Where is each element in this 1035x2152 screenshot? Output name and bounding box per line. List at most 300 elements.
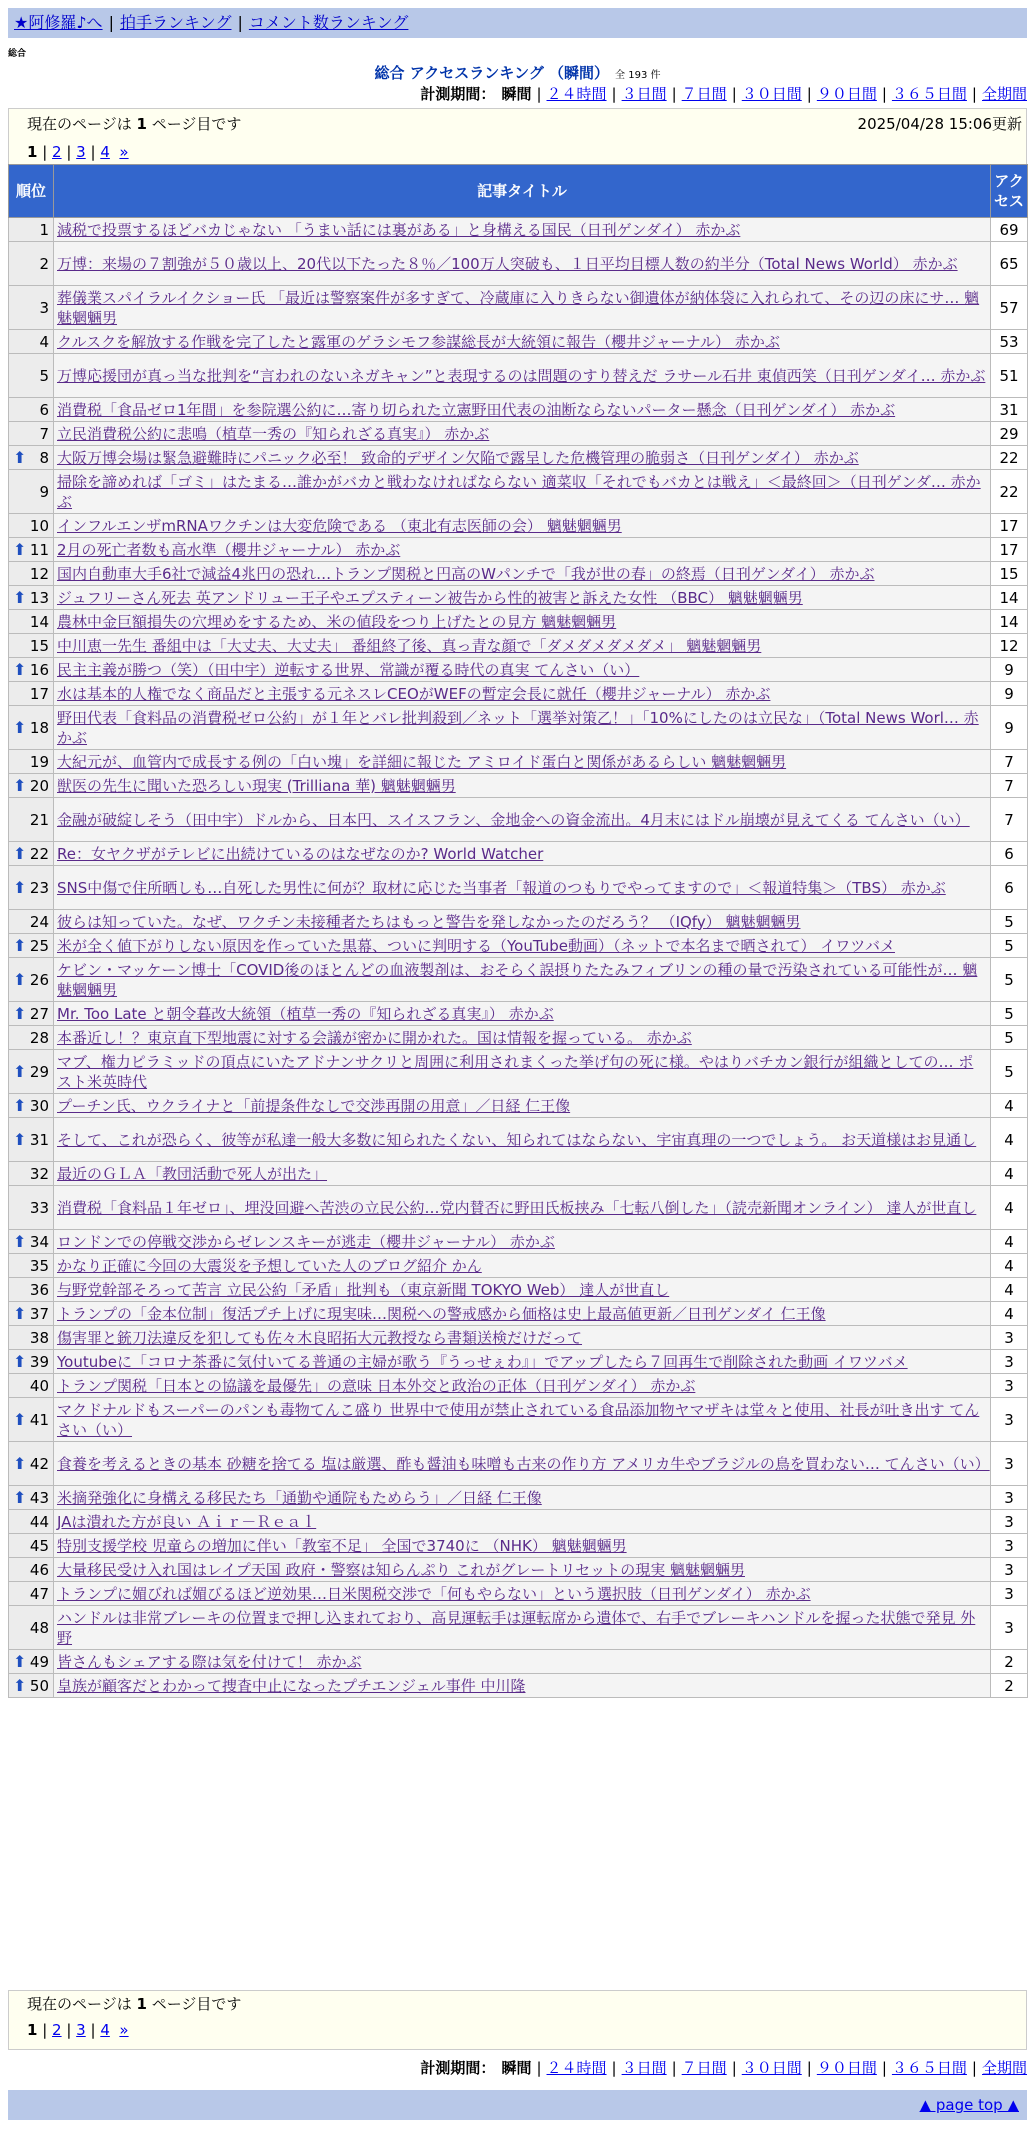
article-link[interactable]: クルスクを解放する作戦を完了したと露軍のゲラシモフ参謀総長が大統領に報告（櫻井ジャーナル） 赤かぶ: [57, 332, 780, 351]
title-cell: [54, 682, 991, 706]
article-link[interactable]: 最近のＧＬＡ「教団活動で死人が出た」: [57, 1164, 328, 1183]
ranking-table: [8, 164, 1028, 1698]
article-link[interactable]: 米摘発強化に身構える移民たち「通勤や通院もためらう」／日経 仁王像: [57, 1488, 542, 1507]
table-row: [9, 1558, 1028, 1582]
title-cell: [54, 866, 991, 910]
article-link[interactable]: かなり正確に今回の大震災を予想していた人のブログ紹介 かん: [57, 1256, 482, 1275]
rank-cell: [9, 286, 54, 330]
rank-number: 9: [39, 482, 49, 501]
page-1-current: 1: [27, 143, 38, 161]
article-link[interactable]: 立民消費税公約に悲鳴（植草一秀の『知られざる真実』） 赤かぶ: [57, 424, 490, 443]
footer-bar: [8, 2090, 1027, 2120]
access-count: 3: [991, 1486, 1028, 1510]
period-90d-link[interactable]: ９０日間: [816, 2059, 877, 2077]
rank-cell: [9, 538, 54, 562]
up-arrow-icon: ⬆: [13, 1061, 27, 1081]
rank-cell: [9, 1582, 54, 1606]
access-count: 4: [991, 1162, 1028, 1186]
access-count: 9: [991, 682, 1028, 706]
updated-time: 2025/04/28 15:06更新: [857, 115, 1022, 133]
title-cell: [54, 798, 991, 842]
article-link[interactable]: 万博：来場の７割強が５０歳以上、20代以下たった８％／100万人突破も、１日平均目標人数の約半分（Total News World） 赤かぶ: [57, 254, 958, 273]
title-cell: [54, 1582, 991, 1606]
rank-number: 6: [39, 400, 49, 419]
table-row: [9, 1486, 1028, 1510]
rank-number: 22: [29, 844, 49, 863]
rank-number: 37: [29, 1304, 49, 1323]
table-row: [9, 1650, 1028, 1674]
rank-cell: [9, 1302, 54, 1326]
period-all-link[interactable]: 全期間: [981, 2059, 1027, 2077]
rank-cell: [9, 1442, 54, 1486]
title-cell: [54, 330, 991, 354]
table-row: [9, 706, 1028, 750]
title-cell: [54, 1050, 991, 1094]
title-cell: [54, 1254, 991, 1278]
article-link[interactable]: 消費税「食品ゼロ1年間」を参院選公約に…寄り切られた立憲野田代表の油断ならないパーター懸念（日刊ゲンダイ） 赤かぶ: [57, 400, 896, 419]
access-count: 2: [991, 1674, 1028, 1698]
table-row: [9, 798, 1028, 842]
title-cell: [54, 610, 991, 634]
table-row: [9, 1186, 1028, 1230]
article-link[interactable]: 与野党幹部そろって苦言 立民公約「矛盾」批判も（東京新聞 TOKYO Web） 達人が世直し: [57, 1280, 670, 1299]
rank-cell: [9, 422, 54, 446]
rank-number: 3: [39, 298, 49, 317]
rank-number: 46: [29, 1560, 49, 1579]
title-header: 記事タイトル: [54, 165, 991, 218]
up-arrow-icon: ⬆: [13, 1409, 27, 1429]
access-count: 5: [991, 1026, 1028, 1050]
table-row: [9, 934, 1028, 958]
article-link[interactable]: そして、これが恐らく、彼等が私達一般大多数に知られたくない、知られてはならない、宇宙真理の一つでしょう。 お天道様はお見通し: [57, 1130, 977, 1149]
title-cell: [54, 658, 991, 682]
access-count: 5: [991, 934, 1028, 958]
up-arrow-icon: ⬆: [13, 587, 27, 607]
rank-number: 27: [29, 1004, 49, 1023]
table-row: [9, 1162, 1028, 1186]
rank-number: 10: [29, 516, 49, 535]
access-count: 7: [991, 750, 1028, 774]
article-link[interactable]: 消費税「食料品１年ゼロ」、埋没回避へ苦渋の立民公約…党内賛否に野田氏板挟み「七転八倒した」（読売新聞オンライン） 達人が世直し: [57, 1198, 977, 1217]
rank-cell: [9, 682, 54, 706]
access-count: 17: [991, 514, 1028, 538]
article-link[interactable]: 大紀元が、血管内で成長する例の「白い塊」を詳細に報じた アミロイド蛋白と関係があるらしい 魑魅魍魎男: [57, 752, 787, 771]
title-cell: [54, 1230, 991, 1254]
page-2-link[interactable]: 2: [52, 2021, 62, 2039]
title-cell: [54, 1486, 991, 1510]
title-cell: [54, 1118, 991, 1162]
table-row: [9, 1094, 1028, 1118]
table-row: [9, 682, 1028, 706]
rank-number: 28: [29, 1028, 49, 1047]
rank-number: 33: [29, 1198, 49, 1217]
title-cell: [54, 1510, 991, 1534]
rank-cell: [9, 610, 54, 634]
article-link[interactable]: 中川恵一先生 番組中は「大丈夫、大丈夫」 番組終了後、真っ青な顔で「ダメダメダメダメ」 魑魅魍魎男: [57, 636, 762, 655]
access-count: 3: [991, 1582, 1028, 1606]
up-arrow-icon: ⬆: [13, 877, 27, 897]
article-link[interactable]: 野田代表「食料品の消費税ゼロ公約」が１年とバレ批判殺到／ネット「選挙対策乙！」「10%にしたのは立民な」（Total News Worl… 赤かぶ: [57, 708, 979, 747]
title-cell: [54, 242, 991, 286]
table-row: [9, 958, 1028, 1002]
rank-cell: [9, 1118, 54, 1162]
rank-cell: [9, 1650, 54, 1674]
title-cell: [54, 1674, 991, 1698]
rank-cell: [9, 750, 54, 774]
article-link[interactable]: 国内自動車大手6社で減益4兆円の恐れ…トランプ関税と円高のWパンチで「我が世の春」の終焉（日刊ゲンダイ） 赤かぶ: [57, 564, 875, 583]
access-count: 4: [991, 1118, 1028, 1162]
rank-number: 35: [29, 1256, 49, 1275]
up-arrow-icon: ⬆: [13, 1453, 27, 1473]
article-link[interactable]: ケビン・マッケーン博士「COVID後のほとんどの血液製剤は、おそらく誤摂りたたみフィブリンの種の量で汚染されている可能性が… 魑魅魍魎男: [57, 960, 978, 999]
current-page-text: 現在のページは 1 ページ目です: [27, 1995, 242, 2013]
access-count: 14: [991, 610, 1028, 634]
access-count: 3: [991, 1558, 1028, 1582]
rank-number: 18: [29, 718, 49, 737]
rank-cell: [9, 1162, 54, 1186]
period-30d-link[interactable]: ３０日間: [741, 2059, 802, 2077]
rank-cell: [9, 1254, 54, 1278]
up-arrow-icon: ⬆: [13, 775, 27, 795]
top-nav-bar: [8, 8, 1027, 38]
up-arrow-icon: ⬆: [13, 969, 27, 989]
article-link[interactable]: SNS中傷で住所晒しも…自死した男性に何が？取材に応じた当事者「報道のつもりでやってますので」＜報道特集＞（TBS） 赤かぶ: [57, 878, 946, 897]
table-row: [9, 1326, 1028, 1350]
access-count: 3: [991, 1398, 1028, 1442]
rank-number: 8: [39, 448, 49, 467]
table-row: [9, 1674, 1028, 1698]
up-arrow-icon: ⬆: [13, 447, 27, 467]
period-all-link[interactable]: 全期間: [981, 85, 1027, 103]
access-count: 22: [991, 446, 1028, 470]
period-7d-link[interactable]: ７日間: [681, 2059, 727, 2077]
rank-number: 5: [39, 366, 49, 385]
article-link[interactable]: 皆さんもシェアする際は気を付けて！ 赤かぶ: [57, 1652, 362, 1671]
article-link[interactable]: 米が全く値下がりしない原因を作っていた黒幕、ついに判明する（YouTube動画）（ネットで本名まで晒されて） イワツバメ: [57, 936, 895, 955]
table-row: [9, 422, 1028, 446]
title-cell: [54, 1442, 991, 1486]
access-count: 5: [991, 1002, 1028, 1026]
rank-number: 4: [39, 332, 49, 351]
page-3-link[interactable]: 3: [76, 143, 86, 161]
article-link[interactable]: 民主主義が勝つ（笑）（田中宇）逆転する世界、常識が覆る時代の真実 てんさい（い）: [57, 660, 640, 679]
title-cell: [54, 1326, 991, 1350]
table-row: [9, 866, 1028, 910]
article-link[interactable]: ハンドルは非常ブレーキの位置まで押し込まれており、高見運転手は運転席から遺体で、右手でブレーキハンドルを握った状態で発見 外野: [57, 1608, 976, 1647]
period-24h-link[interactable]: ２４時間: [546, 85, 607, 103]
title-cell: [54, 958, 991, 1002]
table-row: [9, 1278, 1028, 1302]
article-link[interactable]: 金融が破綻しそう（田中宇）ドルから、日本円、スイスフラン、金地金への資金流出。4月末にはドル崩壊が見えてくる てんさい（い）: [57, 810, 970, 829]
rank-number: 17: [29, 684, 49, 703]
access-count: 3: [991, 1442, 1028, 1486]
article-link[interactable]: 万博応援団が真っ当な批判を“言われのないネガキャン”と表現するのは問題のすり替えだ ラサール石井 東偵西笑（日刊ゲンダイ… 赤かぶ: [57, 366, 986, 385]
title-cell: [54, 1650, 991, 1674]
rank-cell: [9, 1398, 54, 1442]
rank-number: 16: [29, 660, 49, 679]
table-row: [9, 774, 1028, 798]
rank-number: 44: [29, 1512, 49, 1531]
rank-cell: [9, 1094, 54, 1118]
access-count: 4: [991, 1278, 1028, 1302]
access-count: 6: [991, 866, 1028, 910]
access-count: 3: [991, 1326, 1028, 1350]
access-header: アクセス: [991, 165, 1028, 218]
next-page-link[interactable]: »: [119, 2021, 129, 2039]
table-row: [9, 842, 1028, 866]
access-count: 3: [991, 1350, 1028, 1374]
table-row: [9, 1254, 1028, 1278]
up-arrow-icon: ⬆: [13, 717, 27, 737]
rank-number: 36: [29, 1280, 49, 1299]
table-row: [9, 658, 1028, 682]
access-count: 9: [991, 706, 1028, 750]
article-link[interactable]: 特別支援学校 児童らの増加に伴い「教室不足」 全国で3740に （NHK） 魑魅魍魎男: [57, 1536, 627, 1555]
rank-cell: [9, 1026, 54, 1050]
rank-cell: [9, 934, 54, 958]
table-row: [9, 514, 1028, 538]
rank-cell: [9, 1278, 54, 1302]
comment-ranking-link[interactable]: コメント数ランキング: [248, 13, 409, 32]
period-selector-top: 計測期間： 瞬間 | ２４時間 | ３日間 | ７日間 | ３０日間 | ９０日間 | ３６５日間 | 全期間: [420, 85, 1027, 103]
title-cell: [54, 398, 991, 422]
access-count: 4: [991, 1230, 1028, 1254]
table-row: [9, 750, 1028, 774]
article-link[interactable]: 本番近し！？東京直下型地震に対する会議が密かに開かれた。国は情報を握っている。 赤かぶ: [57, 1028, 692, 1047]
title-cell: [54, 470, 991, 514]
title-cell: [54, 1094, 991, 1118]
rank-cell: [9, 1186, 54, 1230]
article-link[interactable]: Re：女ヤクザがテレビに出続けているのはなぜなのか? World Watcher: [57, 844, 544, 863]
period-90d-link[interactable]: ９０日間: [816, 85, 877, 103]
up-arrow-icon: ⬆: [13, 843, 27, 863]
up-arrow-icon: ⬆: [13, 1651, 27, 1671]
rank-number: 13: [29, 588, 49, 607]
rank-cell: [9, 1606, 54, 1650]
rank-cell: [9, 562, 54, 586]
title-cell: [54, 1534, 991, 1558]
period-3d-link[interactable]: ３日間: [621, 85, 667, 103]
access-count: 5: [991, 910, 1028, 934]
rank-cell: [9, 1230, 54, 1254]
nav-separator: |: [237, 13, 243, 32]
article-link[interactable]: Mr. Too Late と朝令暮改大統領（植草一秀の『知られざる真実』） 赤かぶ: [57, 1004, 554, 1023]
access-count: 3: [991, 1510, 1028, 1534]
pagination-bottom: 1 | 2 | 3 | 4 »: [27, 2021, 129, 2039]
rank-cell: [9, 706, 54, 750]
table-row: [9, 634, 1028, 658]
page-title: [0, 62, 1035, 83]
period-current: 瞬間: [501, 2059, 532, 2077]
title-cell: [54, 1606, 991, 1650]
article-link[interactable]: ジュフリーさん死去 英アンドリュー王子やエプスティーン被告から性的被害と訴えた女性 （BBC） 魑魅魍魎男: [57, 588, 803, 607]
ranking-body: [9, 218, 1028, 1698]
table-row: [9, 330, 1028, 354]
table-row: [9, 286, 1028, 330]
title-cell: [54, 706, 991, 750]
title-cell: [54, 1186, 991, 1230]
article-link[interactable]: 葬儀業スパイラルイクショー氏 「最近は警察案件が多すぎて、冷蔵庫に入りきらない御遺体が納体袋に入れられて、その辺の床にサ… 魑魅魍魎男: [57, 288, 980, 327]
article-link[interactable]: 大阪万博会場は緊急避難時にパニック必至！ 致命的デザイン欠陥で露呈した危機管理の脆弱さ（日刊ゲンダイ） 赤かぶ: [57, 448, 859, 467]
ranking-title: 総合 アクセスランキング （瞬間）: [374, 64, 610, 82]
title-cell: [54, 910, 991, 934]
period-24h-link[interactable]: ２４時間: [546, 2059, 607, 2077]
article-link[interactable]: プーチン氏、ウクライナと「前提条件なしで交渉再開の用意」／日経 仁王像: [57, 1096, 571, 1115]
access-count: 65: [991, 242, 1028, 286]
up-arrow-icon: ⬆: [13, 539, 27, 559]
period-current: 瞬間: [501, 85, 532, 103]
rank-number: 40: [29, 1376, 49, 1395]
table-row: [9, 1002, 1028, 1026]
access-count: 22: [991, 470, 1028, 514]
period-30d-link[interactable]: ３０日間: [741, 85, 802, 103]
rank-number: 41: [29, 1410, 49, 1429]
article-link[interactable]: Youtubeに「コロナ茶番に気付いてる普通の主婦が歌う『うっせぇわ』」でアップしたら７回再生で削除された動画 イワツバメ: [57, 1352, 908, 1371]
rank-cell: [9, 658, 54, 682]
rank-number: 23: [29, 878, 49, 897]
title-cell: [54, 774, 991, 798]
access-count: 51: [991, 354, 1028, 398]
article-link[interactable]: マブ、権力ピラミッドの頂点にいたアドナンサクリと周囲に利用されまくった挙げ句の死に様。やはりバチカン銀行が組織としての… ポスト米英時代: [57, 1052, 974, 1091]
article-link[interactable]: 2月の死亡者数も高水準（櫻井ジャーナル） 赤かぶ: [57, 540, 401, 559]
table-row: [9, 1398, 1028, 1442]
article-link[interactable]: 減税で投票するほどバカじゃない 「うまい話には裏がある」と身構える国民（日刊ゲンダイ） 赤かぶ: [57, 220, 741, 239]
category-label: 総合: [8, 49, 27, 59]
asyura-home-link[interactable]: ★阿修羅♪へ: [14, 13, 103, 32]
page-2-link[interactable]: 2: [52, 143, 62, 161]
title-cell: [54, 218, 991, 242]
rank-cell: [9, 1486, 54, 1510]
table-row: [9, 218, 1028, 242]
rank-cell: [9, 1374, 54, 1398]
rank-number: 2: [39, 254, 49, 273]
page-3-link[interactable]: 3: [76, 2021, 86, 2039]
rank-number: 50: [29, 1676, 49, 1695]
table-row: [9, 1606, 1028, 1650]
rank-cell: [9, 330, 54, 354]
up-arrow-icon: ⬆: [13, 1303, 27, 1323]
rank-number: 48: [29, 1618, 49, 1637]
access-count: 7: [991, 774, 1028, 798]
rank-number: 20: [29, 776, 49, 795]
article-link[interactable]: 傷害罪と銃刀法違反を犯しても佐々木良昭拓大元教授なら書類送検だけだって: [57, 1328, 583, 1347]
title-cell: [54, 562, 991, 586]
rank-number: 7: [39, 424, 49, 443]
article-link[interactable]: 農林中金巨額損失の穴埋めをするため、米の値段をつり上げたとの見方 魑魅魍魎男: [57, 612, 617, 631]
page-4-link[interactable]: 4: [100, 2021, 110, 2039]
period-365d-link[interactable]: ３６５日間: [891, 2059, 967, 2077]
access-count: 4: [991, 1094, 1028, 1118]
rank-cell: [9, 242, 54, 286]
title-cell: [54, 422, 991, 446]
access-count: 14: [991, 586, 1028, 610]
rank-cell: [9, 774, 54, 798]
article-link[interactable]: ロンドンでの停戦交渉からゼレンスキーが逃走（櫻井ジャーナル） 赤かぶ: [57, 1232, 555, 1251]
title-cell: [54, 1002, 991, 1026]
rank-cell: [9, 798, 54, 842]
rank-cell: [9, 1674, 54, 1698]
article-link[interactable]: トランプ関税「日本との協議を最優先」の意味 日本外交と政治の正体（日刊ゲンダイ） 赤かぶ: [57, 1376, 696, 1395]
table-row: [9, 1582, 1028, 1606]
article-link[interactable]: 大量移民受け入れ国はレイプ天国 政府・警察は知らんぷり これがグレートリセットの現実 魑魅魍魎男: [57, 1560, 745, 1579]
article-link[interactable]: トランプに媚びれば媚びるほど逆効果…日米関税交渉で「何もやらない」という選択肢（日刊ゲンダイ） 赤かぶ: [57, 1584, 811, 1603]
period-7d-link[interactable]: ７日間: [681, 85, 727, 103]
rank-cell: [9, 866, 54, 910]
article-link[interactable]: 彼らは知っていた。なぜ、ワクチン未接種者たちはもっと警告を発しなかったのだろう？ （IQfy） 魑魅魍魎男: [57, 912, 801, 931]
table-row: [9, 1230, 1028, 1254]
access-count: 3: [991, 1374, 1028, 1398]
rank-cell: [9, 354, 54, 398]
title-cell: [54, 842, 991, 866]
up-arrow-icon: ⬆: [13, 1095, 27, 1115]
access-count: 17: [991, 538, 1028, 562]
table-row: [9, 242, 1028, 286]
period-label: 計測期間：: [420, 85, 496, 103]
rank-cell: [9, 1534, 54, 1558]
period-label: 計測期間：: [420, 2059, 496, 2077]
article-link[interactable]: マクドナルドもスーパーのパンも毒物てんこ盛り 世界中で使用が禁止されている食品添加物ヤマザキは堂々と使用、社長が吐き出す てんさい（い）: [57, 1400, 980, 1439]
table-row: [9, 1350, 1028, 1374]
title-cell: [54, 1302, 991, 1326]
rank-number: 1: [39, 220, 49, 239]
rank-number: 45: [29, 1536, 49, 1555]
rank-header: 順位: [9, 165, 54, 218]
table-row: [9, 1374, 1028, 1398]
title-cell: [54, 446, 991, 470]
article-link[interactable]: トランプの「金本位制」復活プチ上げに現実味…関税への警戒感から価格は史上最高値更新／日刊ゲンダイ 仁王像: [57, 1304, 826, 1323]
period-3d-link[interactable]: ３日間: [621, 2059, 667, 2077]
access-count: 3: [991, 1534, 1028, 1558]
up-arrow-icon: ⬆: [13, 1129, 27, 1149]
title-cell: [54, 514, 991, 538]
current-page-text: 現在のページは 1 ページ目です: [27, 115, 242, 133]
title-cell: [54, 634, 991, 658]
title-cell: [54, 1026, 991, 1050]
table-row: [9, 446, 1028, 470]
rank-number: 21: [29, 810, 49, 829]
access-count: 31: [991, 398, 1028, 422]
article-link[interactable]: 水は基本的人権でなく商品だと主張する元ネスレCEOがWEFの暫定会長に就任（櫻井ジャーナル） 赤かぶ: [57, 684, 771, 703]
article-link[interactable]: 獣医の先生に聞いた恐ろしい現実 (Trilliana 華) 魑魅魍魎男: [57, 776, 456, 795]
article-link[interactable]: 食養を考えるときの基本 砂糖を捨てる 塩は厳選、酢も醤油も味噌も古来の作り方 アメリカ牛やブラジルの鳥を買わない… てんさい（い）: [57, 1454, 990, 1473]
item-count: 全 193 件: [615, 70, 661, 81]
article-link[interactable]: 皇族が顧客だとわかって捜査中止になったプチエンジェル事件 中川隆: [57, 1676, 526, 1695]
rank-cell: [9, 1050, 54, 1094]
rank-number: 15: [29, 636, 49, 655]
article-link[interactable]: JAは潰れた方が良い Ａｉｒ－Ｒｅａｌ: [57, 1512, 317, 1531]
applause-ranking-link[interactable]: 拍手ランキング: [119, 13, 232, 32]
table-row: [9, 1510, 1028, 1534]
up-arrow-icon: ⬆: [13, 1675, 27, 1695]
table-row: [9, 610, 1028, 634]
rank-cell: [9, 1558, 54, 1582]
access-count: 4: [991, 1302, 1028, 1326]
page-4-link[interactable]: 4: [100, 143, 110, 161]
rank-cell: [9, 1350, 54, 1374]
access-count: 57: [991, 286, 1028, 330]
rank-cell: [9, 842, 54, 866]
access-count: 3: [991, 1606, 1028, 1650]
rank-cell: [9, 586, 54, 610]
access-count: 15: [991, 562, 1028, 586]
article-link[interactable]: インフルエンザmRNAワクチンは大変危険である （東北有志医師の会） 魑魅魍魎男: [57, 516, 622, 535]
page-top-link[interactable]: ▲ page top ▲: [919, 2096, 1019, 2114]
period-365d-link[interactable]: ３６５日間: [891, 85, 967, 103]
next-page-link[interactable]: »: [119, 143, 129, 161]
article-link[interactable]: 掃除を諦めれば「ゴミ」はたまる…誰かがバカと戦わなければならない 適菜収「それでもバカとは戦え」＜最終回＞（日刊ゲンダ… 赤かぶ: [57, 472, 981, 511]
table-row: [9, 1050, 1028, 1094]
rank-cell: [9, 398, 54, 422]
